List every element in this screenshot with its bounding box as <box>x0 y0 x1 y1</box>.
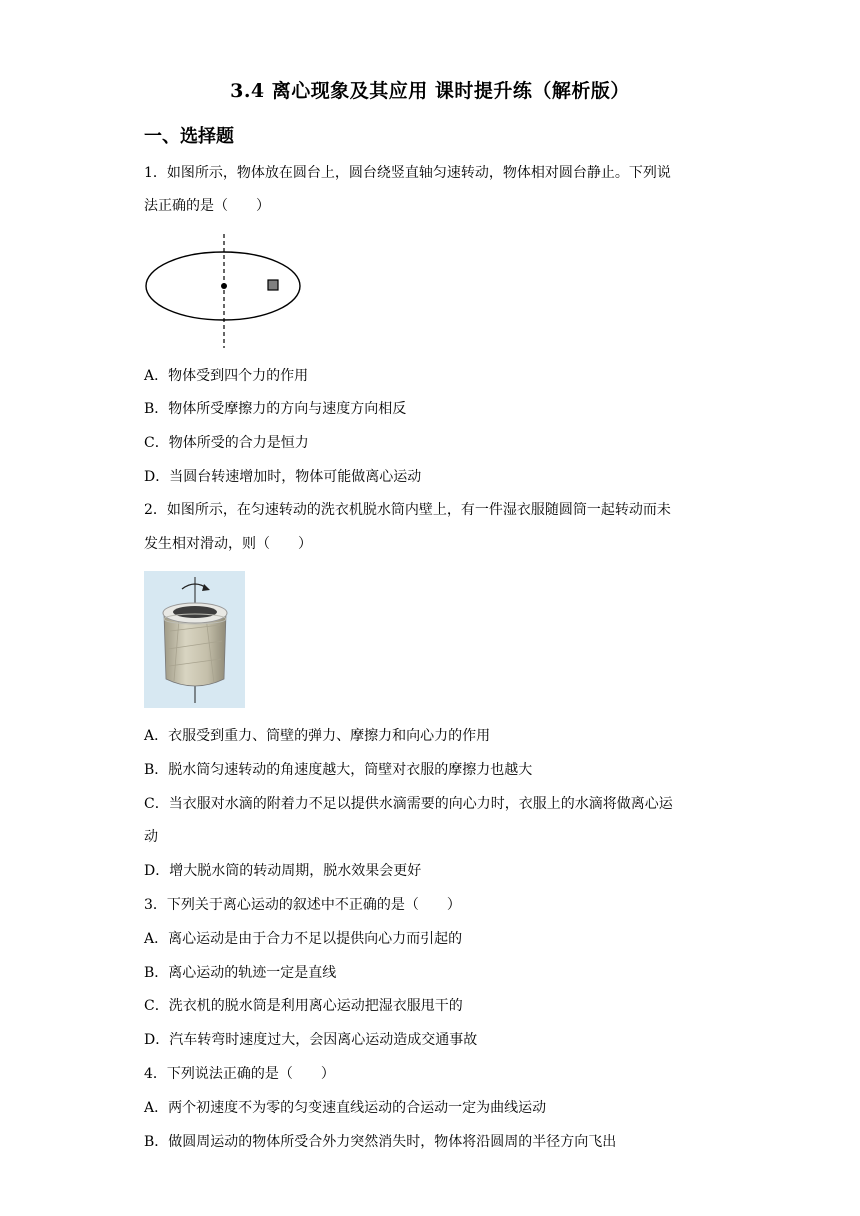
q4-stem: 4．下列说法正确的是（ ） <box>144 1066 335 1082</box>
q1-option-c: C．物体所受的合力是恒力 <box>144 435 309 451</box>
q2-stem-line2: 发生相对滑动，则（ ） <box>144 536 312 552</box>
q1-option-b: B．物体所受摩擦力的方向与速度方向相反 <box>144 401 407 417</box>
q3-option-c: C．洗衣机的脱水筒是利用离心运动把湿衣服甩干的 <box>144 998 463 1014</box>
q2-option-c: C．当衣服对水滴的附着力不足以提供水滴需要的向心力时，衣服上的水滴将做离心运 <box>144 796 673 812</box>
q1-stem-line2: 法正确的是（ ） <box>144 198 270 214</box>
q3-option-b: B．离心运动的轨迹一定是直线 <box>144 965 337 981</box>
q2-option-a: A．衣服受到重力、筒壁的弹力、摩擦力和向心力的作用 <box>144 728 491 744</box>
q2-option-c-continued: 动 <box>144 829 158 845</box>
q1-option-d: D．当圆台转速增加时，物体可能做离心运动 <box>144 469 422 485</box>
q4-option-a: A．两个初速度不为零的匀变速直线运动的合运动一定为曲线运动 <box>144 1100 547 1116</box>
q1-stem-line1: 1．如图所示，物体放在圆台上，圆台绕竖直轴匀速转动，物体相对圆台静止。下列说 <box>144 165 671 181</box>
spin-dryer-photo <box>144 571 245 708</box>
q2-stem-line1: 2．如图所示，在匀速转动的洗衣机脱水筒内壁上，有一件湿衣服随圆筒一起转动而未 <box>144 502 671 518</box>
q3-option-d: D．汽车转弯时速度过大，会因离心运动造成交通事故 <box>144 1032 478 1048</box>
q3-option-a: A．离心运动是由于合力不足以提供向心力而引起的 <box>144 931 463 947</box>
q2-option-d: D．增大脱水筒的转动周期，脱水效果会更好 <box>144 863 422 879</box>
q2-option-b: B．脱水筒匀速转动的角速度越大，筒壁对衣服的摩擦力也越大 <box>144 762 533 778</box>
axis-center-dot <box>221 283 227 289</box>
q3-stem: 3．下列关于离心运动的叙述中不正确的是（ ） <box>144 897 461 913</box>
q4-option-b: B．做圆周运动的物体所受合外力突然消失时，物体将沿圆周的半径方向飞出 <box>144 1134 617 1150</box>
page-title: 3.4 离心现象及其应用 课时提升练（解析版） <box>230 80 630 102</box>
q1-option-a: A．物体受到四个力的作用 <box>144 368 309 384</box>
section-heading: 一、选择题 <box>144 126 234 147</box>
turntable-figure <box>140 230 310 352</box>
object-block <box>268 280 278 290</box>
